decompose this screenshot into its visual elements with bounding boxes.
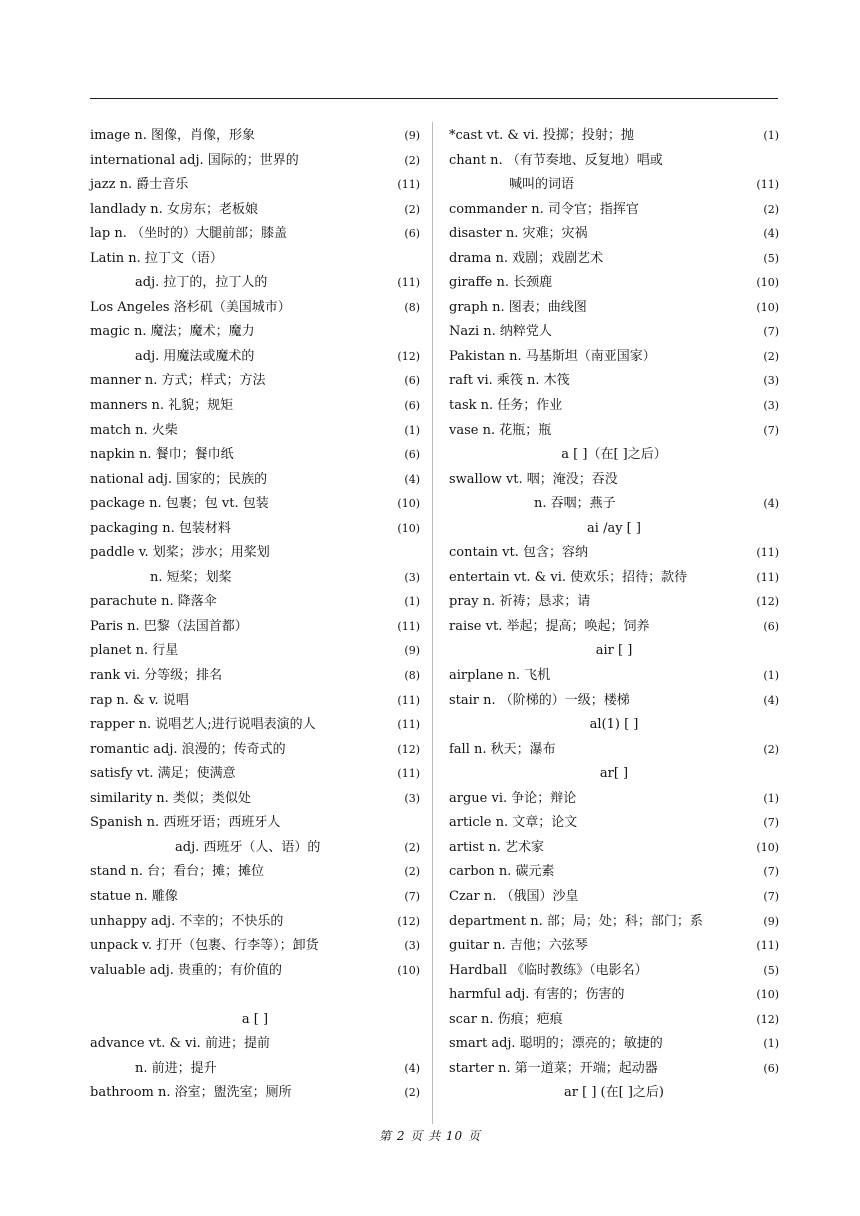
unit-number: (6): [404, 448, 420, 462]
entry-text: commander n. 司令官；指挥官: [449, 201, 639, 217]
unit-number: (12): [756, 595, 779, 609]
entry-text: chant n. （有节奏地、反复地）唱或: [449, 152, 663, 168]
unit-number: (9): [404, 644, 420, 658]
vocab-entry: [90, 419, 420, 444]
entry-text: adj. 拉丁的，拉丁人的: [135, 275, 268, 291]
vocab-entry: [90, 664, 420, 689]
vocab-entry: [90, 836, 420, 861]
vocab-entry: [449, 468, 779, 493]
unit-number: (10): [756, 276, 779, 290]
entry-text: Latin n. 拉丁文（语）: [90, 250, 223, 266]
vocab-entry: [449, 1008, 779, 1033]
vocab-entry: [449, 910, 779, 935]
entry-text: manners n. 礼貌；规矩: [90, 398, 234, 414]
vocab-entry: [90, 639, 420, 664]
entry-text: unhappy adj. 不幸的；不快乐的: [90, 913, 284, 929]
entry-text: task n. 任务；作业: [449, 398, 563, 414]
unit-number: (6): [763, 619, 779, 633]
entry-text: national adj. 国家的；民族的: [90, 471, 268, 487]
vocab-entry: [90, 198, 420, 223]
vocab-entry: [90, 369, 420, 394]
entry-text: ai /ay [ ]: [587, 520, 641, 536]
unit-number: (10): [397, 521, 420, 535]
section-heading: [449, 762, 779, 787]
vocab-entry: [449, 1032, 779, 1057]
entry-text: similarity n. 类似；类似处: [90, 790, 251, 806]
vocab-entry: [449, 860, 779, 885]
unit-number: (11): [756, 546, 779, 560]
vocab-entry: [90, 738, 420, 763]
unit-number: (1): [763, 669, 779, 683]
unit-number: (9): [404, 129, 420, 142]
unit-number: (11): [756, 939, 779, 953]
entry-text: n. 吞咽；燕子: [534, 496, 616, 512]
vocab-entry: [449, 689, 779, 714]
entry-text: advance vt. & vi. 前进；提前: [90, 1036, 270, 1052]
right-column: [449, 124, 779, 1106]
entry-text: manner n. 方式；样式；方法: [90, 373, 266, 389]
page-footer: 第 2 页 共 10 页: [379, 1129, 481, 1143]
unit-number: (10): [397, 497, 420, 511]
unit-number: (11): [397, 718, 420, 732]
unit-number: (6): [404, 374, 420, 388]
vocab-entry: [449, 149, 779, 174]
vocab-entry: [90, 173, 420, 198]
entry-text: packaging n. 包装材料: [90, 520, 231, 536]
entry-text: romantic adj. 浪漫的；传奇式的: [90, 741, 286, 757]
unit-number: (11): [756, 178, 779, 192]
entry-text: a [ ]: [241, 1011, 269, 1027]
vocab-entry: [90, 885, 420, 910]
unit-number: (7): [763, 423, 779, 437]
entry-text: landlady n. 女房东；老板娘: [90, 201, 258, 217]
vocab-entry: [90, 762, 420, 787]
vocab-entry: [90, 689, 420, 714]
entry-text: satisfy vt. 满足；使满意: [90, 766, 236, 782]
entry-text: fall n. 秋天；瀑布: [449, 741, 556, 757]
unit-number: (3): [404, 570, 420, 584]
entry-text: Spanish n. 西班牙语；西班牙人: [90, 815, 281, 831]
unit-number: (5): [763, 251, 779, 265]
unit-number: (4): [763, 227, 779, 241]
entry-text: argue vi. 争论；辩论: [449, 790, 577, 806]
entry-text: Czar n. （俄国）沙皇: [449, 888, 579, 904]
unit-number: (4): [763, 497, 779, 511]
unit-number: (11): [397, 619, 420, 633]
entry-text: bathroom n. 浴室；盥洗室；厕所: [90, 1085, 292, 1101]
entry-text: n. 前进；提升: [135, 1060, 217, 1076]
vocab-entry: [449, 541, 779, 566]
unit-number: (10): [756, 840, 779, 854]
vocab-entry: [449, 419, 779, 444]
unit-number: (5): [763, 963, 779, 977]
entry-text: contain vt. 包含；容纳: [449, 545, 588, 561]
vocab-entry: [449, 983, 779, 1008]
entry-text: drama n. 戏剧；戏剧艺术: [449, 250, 604, 266]
unit-number: (6): [404, 227, 420, 241]
vocab-entry: [449, 296, 779, 321]
vocab-entry: [90, 566, 420, 591]
entry-text: starter n. 第一道菜；开端；起动器: [449, 1060, 658, 1076]
entry-text: harmful adj. 有害的；伤害的: [449, 987, 625, 1003]
vocab-entry: [449, 615, 779, 640]
entry-text: stair n. （阶梯的）一级；楼梯: [449, 692, 630, 708]
vocab-entry: [90, 787, 420, 812]
entry-text: valuable adj. 贵重的；有价值的: [90, 962, 283, 978]
unit-number: (1): [404, 595, 420, 609]
unit-number: (2): [404, 153, 420, 167]
unit-number: (4): [763, 693, 779, 707]
entry-text: scar n. 伤痕；疤痕: [449, 1011, 563, 1027]
vocab-entry: [449, 836, 779, 861]
vocab-entry: [449, 1057, 779, 1082]
vocab-entry: [449, 664, 779, 689]
vocab-entry: [449, 811, 779, 836]
unit-number: (11): [756, 570, 779, 584]
vocab-entry: [449, 492, 779, 517]
unit-number: (4): [404, 1061, 420, 1075]
vocab-entry: [90, 468, 420, 493]
entry-text: Paris n. 巴黎（法国首都）: [90, 618, 248, 634]
entry-text: ar [ ] (在[ ]之后): [564, 1085, 664, 1101]
entry-text: artist n. 艺术家: [449, 839, 545, 855]
entry-text: swallow vt. 咽；淹没；吞没: [449, 471, 618, 487]
vocab-entry: [90, 124, 420, 149]
unit-number: (12): [756, 1012, 779, 1026]
unit-number: (7): [763, 325, 779, 339]
unit-number: (10): [756, 300, 779, 314]
header-rule: [90, 98, 778, 99]
unit-number: (11): [397, 767, 420, 781]
entry-text: adj. 西班牙（人、语）的: [175, 839, 321, 855]
unit-number: (11): [397, 693, 420, 707]
unit-number: (7): [763, 865, 779, 879]
unit-number: (8): [404, 300, 420, 314]
unit-number: (12): [397, 742, 420, 756]
entry-text: stand n. 台；看台；摊；摊位: [90, 864, 265, 880]
entry-text: adj. 用魔法或魔术的: [135, 348, 255, 364]
entry-text: rapper n. 说唱艺人;进行说唱表演的人: [90, 717, 316, 733]
entry-text: unpack v. 打开（包裹、行李等）；卸货: [90, 938, 319, 954]
vocab-entry: [449, 738, 779, 763]
unit-number: (11): [397, 276, 420, 290]
section-heading: [449, 639, 779, 664]
unit-number: (7): [763, 889, 779, 903]
entry-text: al(1) [ ]: [589, 717, 639, 733]
entry-text: 喊叫的词语: [509, 177, 575, 193]
unit-number: (1): [763, 1037, 779, 1051]
entry-text: smart adj. 聪明的；漂亮的；敏捷的: [449, 1036, 663, 1052]
entry-text: a [ ]（在[ ]之后）: [561, 447, 667, 463]
vocab-entry: [449, 345, 779, 370]
entry-text: Nazi n. 纳粹党人: [449, 324, 552, 340]
unit-number: (2): [404, 1086, 420, 1100]
entry-text: airplane n. 飞机: [449, 668, 551, 684]
entry-text: paddle v. 划桨；涉水；用桨划: [90, 545, 270, 561]
unit-number: (2): [404, 865, 420, 879]
vocab-entry: [449, 271, 779, 296]
unit-number: (1): [763, 129, 779, 142]
unit-number: (2): [404, 840, 420, 854]
unit-number: (12): [397, 914, 420, 928]
vocab-entry: [449, 173, 779, 198]
vocab-entry: [449, 124, 779, 149]
unit-number: (11): [397, 178, 420, 192]
vocab-entry: [449, 198, 779, 223]
entry-text: ar[ ]: [599, 766, 629, 782]
vocab-entry: [90, 222, 420, 247]
unit-number: (1): [404, 423, 420, 437]
entry-text: lap n. （坐时的）大腿前部；膝盖: [90, 226, 287, 242]
left-column: [90, 124, 420, 1106]
section-heading: [449, 1081, 779, 1106]
entry-text: disaster n. 灾难；灾祸: [449, 226, 588, 242]
entry-text: air [ ]: [595, 643, 633, 659]
unit-number: (8): [404, 669, 420, 683]
column-divider: [432, 122, 433, 1124]
unit-number: (3): [763, 399, 779, 413]
unit-number: (6): [404, 399, 420, 413]
unit-number: (10): [756, 988, 779, 1002]
entry-text: rank vi. 分等级；排名: [90, 668, 223, 684]
vocab-entry: [90, 247, 420, 272]
entry-text: giraffe n. 长颈鹿: [449, 275, 553, 291]
entry-text: planet n. 行星: [90, 643, 179, 659]
vocab-entry: [90, 811, 420, 836]
vocab-entry: [90, 296, 420, 321]
unit-number: (1): [763, 791, 779, 805]
unit-number: (3): [404, 939, 420, 953]
unit-number: (12): [397, 349, 420, 363]
vocab-entry: [449, 959, 779, 984]
vocab-entry: [90, 1032, 420, 1057]
vocab-entry: [90, 320, 420, 345]
entry-text: Hardball 《临时教练》（电影名）: [449, 962, 648, 978]
entry-text: match n. 火柴: [90, 422, 178, 438]
entry-text: rap n. & v. 说唱: [90, 692, 189, 708]
unit-number: (2): [404, 202, 420, 216]
vocab-entry: [90, 590, 420, 615]
entry-text: n. 短桨；划桨: [150, 569, 232, 585]
entry-text: *cast vt. & vi. 投掷；投射；抛: [449, 128, 634, 143]
unit-number: (10): [397, 963, 420, 977]
entry-text: article n. 文章；论文: [449, 815, 578, 831]
entry-text: graph n. 图表；曲线图: [449, 299, 587, 315]
vocab-entry: [90, 1081, 420, 1106]
entry-text: napkin n. 餐巾；餐巾纸: [90, 447, 234, 463]
vocab-entry: [90, 615, 420, 640]
unit-number: (9): [763, 914, 779, 928]
vocab-entry: [90, 149, 420, 174]
vocab-entry: [90, 934, 420, 959]
entry-text: package n. 包裹；包 vt. 包装: [90, 496, 269, 512]
unit-number: (2): [763, 349, 779, 363]
vocab-entry: [449, 885, 779, 910]
entry-text: vase n. 花瓶；瓶: [449, 422, 552, 438]
entry-text: entertain vt. & vi. 使欢乐；招待；款待: [449, 569, 688, 585]
entry-text: pray n. 祈祷；恳求；请: [449, 594, 591, 610]
vocab-entry: [90, 860, 420, 885]
vocab-entry: [449, 787, 779, 812]
vocab-entry: [90, 271, 420, 296]
unit-number: (2): [763, 742, 779, 756]
vocab-entry: [90, 959, 420, 984]
unit-number: (6): [763, 1061, 779, 1075]
unit-number: (7): [404, 889, 420, 903]
vocab-entry: [90, 345, 420, 370]
section-heading: [449, 713, 779, 738]
vocab-entry: [449, 566, 779, 591]
vocab-entry: [449, 320, 779, 345]
unit-number: (3): [763, 374, 779, 388]
vocab-entry: [90, 713, 420, 738]
unit-number: (7): [763, 816, 779, 830]
entry-text: parachute n. 降落伞: [90, 594, 217, 610]
section-heading: [90, 1008, 420, 1033]
entry-text: department n. 部；局；处；科；部门；系: [449, 913, 703, 929]
entry-text: magic n. 魔法；魔术；魔力: [90, 324, 255, 340]
vocab-entry: [449, 934, 779, 959]
entry-text: Pakistan n. 马基斯坦（南亚国家）: [449, 348, 656, 364]
vocab-entry: [90, 983, 420, 1008]
unit-number: (2): [763, 202, 779, 216]
entry-text: carbon n. 碳元素: [449, 864, 555, 880]
vocab-entry: [90, 517, 420, 542]
vocab-entry: [449, 247, 779, 272]
entry-text: guitar n. 吉他；六弦琴: [449, 938, 588, 954]
vocab-entry: [90, 492, 420, 517]
entry-text: raft vi. 乘筏 n. 木筏: [449, 373, 570, 389]
entry-text: international adj. 国际的；世界的: [90, 152, 299, 168]
vocab-entry: [90, 541, 420, 566]
vocab-entry: [90, 394, 420, 419]
entry-text: Los Angeles 洛杉矶（美国城市）: [90, 299, 291, 315]
section-heading: [449, 443, 779, 468]
entry-text: raise vt. 举起；提高；唤起；饲养: [449, 618, 650, 634]
vocab-entry: [90, 910, 420, 935]
vocab-entry: [449, 590, 779, 615]
unit-number: (4): [404, 472, 420, 486]
vocab-entry: [90, 443, 420, 468]
entry-text: image n. 图像，肖像，形象: [90, 128, 256, 143]
entry-text: statue n. 雕像: [90, 888, 178, 904]
vocab-entry: [449, 394, 779, 419]
vocab-entry: [90, 1057, 420, 1082]
section-heading: [449, 517, 779, 542]
unit-number: (3): [404, 791, 420, 805]
vocab-entry: [449, 369, 779, 394]
entry-text: jazz n. 爵士音乐: [90, 177, 189, 193]
vocab-entry: [449, 222, 779, 247]
